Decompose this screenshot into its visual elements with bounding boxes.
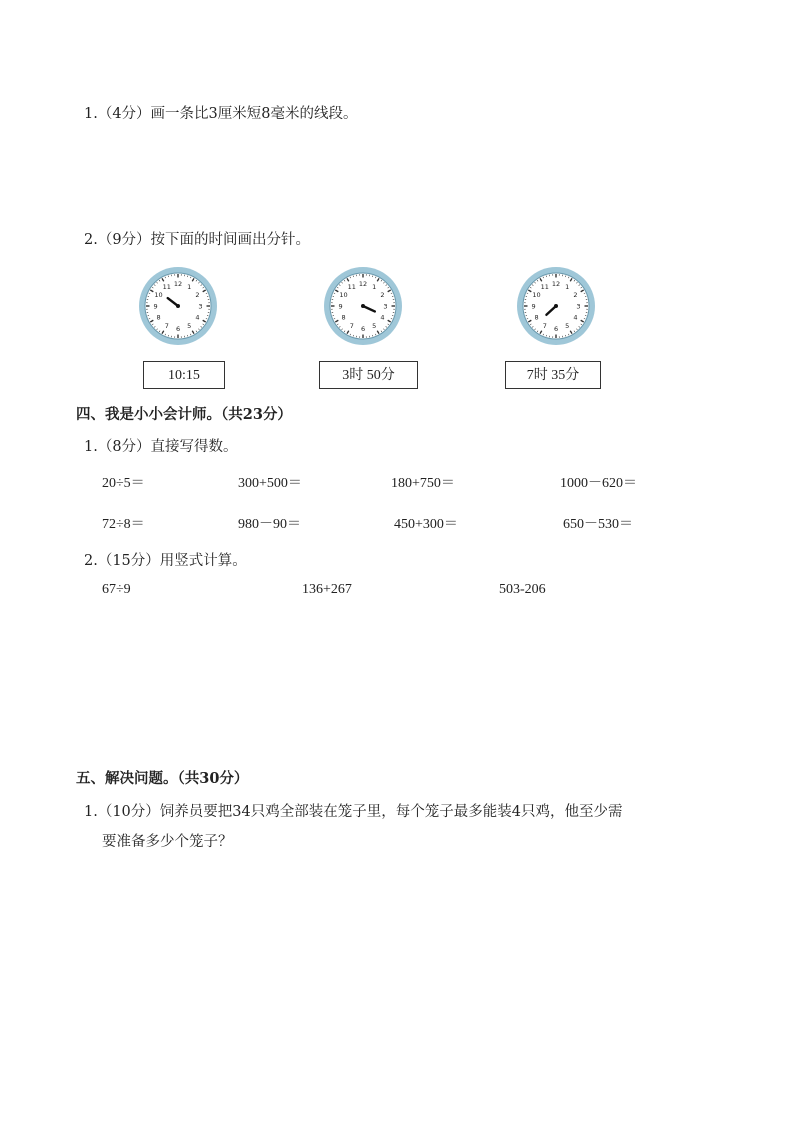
clock-number: 11 [347, 282, 356, 291]
vertical-calc-item: 136+267 [302, 582, 352, 597]
clock-number: 2 [573, 291, 578, 300]
clock-number: 1 [565, 282, 570, 291]
clock-number: 5 [372, 321, 377, 330]
clock-number: 12 [551, 279, 561, 288]
clock-number: 3 [198, 302, 203, 311]
clock-2 [322, 265, 404, 347]
section-5-title: 五、解决问题。（共30分） [76, 770, 249, 787]
clock-number: 6 [175, 324, 181, 333]
section-4-title: 四、我是小小会计师。（共23分） [76, 406, 292, 423]
clock-number: 9 [531, 302, 536, 311]
clock-number: 9 [338, 302, 343, 311]
clock-number: 10 [339, 291, 348, 300]
calc-item: 450+300＝ [394, 517, 458, 532]
vertical-calc-item: 503-206 [499, 582, 546, 597]
question-1-text: 1.（4分）画一条比3厘米短8毫米的线段。 [84, 106, 358, 122]
clock-1 [137, 265, 219, 347]
clock-center-pin [176, 304, 180, 308]
clock-number: 5 [565, 321, 570, 330]
clock-number: 10 [532, 291, 541, 300]
clock-number: 5 [187, 321, 192, 330]
clock-number: 7 [349, 321, 354, 330]
clock-number: 10 [154, 291, 163, 300]
clock-number: 8 [341, 313, 346, 322]
clock-3 [515, 265, 597, 347]
vertical-calc-item: 67÷9 [102, 582, 131, 597]
calc-item: 20÷5＝ [102, 476, 145, 491]
clock-number: 2 [380, 291, 385, 300]
section-5-question-1-line-1: 1.（10分）饲养员要把34只鸡全部装在笼子里，每个笼子最多能装4只鸡，他至少需 [84, 804, 623, 820]
clock-center-pin [361, 304, 365, 308]
section-4-question-1-text: 1.（8分）直接写得数。 [84, 439, 238, 455]
time-label-1: 10:15 [143, 361, 225, 389]
clock-number: 3 [383, 302, 388, 311]
clock-number: 4 [195, 313, 200, 322]
section-4-question-2-text: 2.（15分）用竖式计算。 [84, 553, 247, 569]
question-2-text: 2.（9分）按下面的时间画出分针。 [84, 232, 311, 248]
clock-number: 11 [162, 282, 171, 291]
calc-item: 180+750＝ [391, 476, 455, 491]
clock-number: 8 [156, 313, 161, 322]
clock-number: 7 [164, 321, 169, 330]
clock-number: 4 [573, 313, 578, 322]
section-5-question-1-line-2: 要准备多少个笼子？ [102, 834, 233, 850]
clock-number: 12 [358, 279, 368, 288]
clock-number: 1 [187, 282, 192, 291]
calc-item: 1000－620＝ [560, 476, 637, 491]
clock-number: 4 [380, 313, 385, 322]
clock-number: 2 [195, 291, 200, 300]
clock-center-pin [554, 304, 558, 308]
clock-number: 11 [540, 282, 549, 291]
calc-item: 72÷8＝ [102, 517, 145, 532]
clock-number: 8 [534, 313, 539, 322]
calc-item: 980－90＝ [238, 517, 301, 532]
calc-item: 300+500＝ [238, 476, 302, 491]
clock-number: 7 [542, 321, 547, 330]
clock-number: 12 [173, 279, 183, 288]
clock-number: 1 [372, 282, 377, 291]
clock-number: 6 [553, 324, 559, 333]
time-label-2: 3时 50分 [319, 361, 418, 389]
time-label-3: 7时 35分 [505, 361, 601, 389]
clock-number: 3 [576, 302, 581, 311]
clock-number: 9 [153, 302, 158, 311]
clock-number: 6 [360, 324, 366, 333]
calc-item: 650－530＝ [563, 517, 633, 532]
